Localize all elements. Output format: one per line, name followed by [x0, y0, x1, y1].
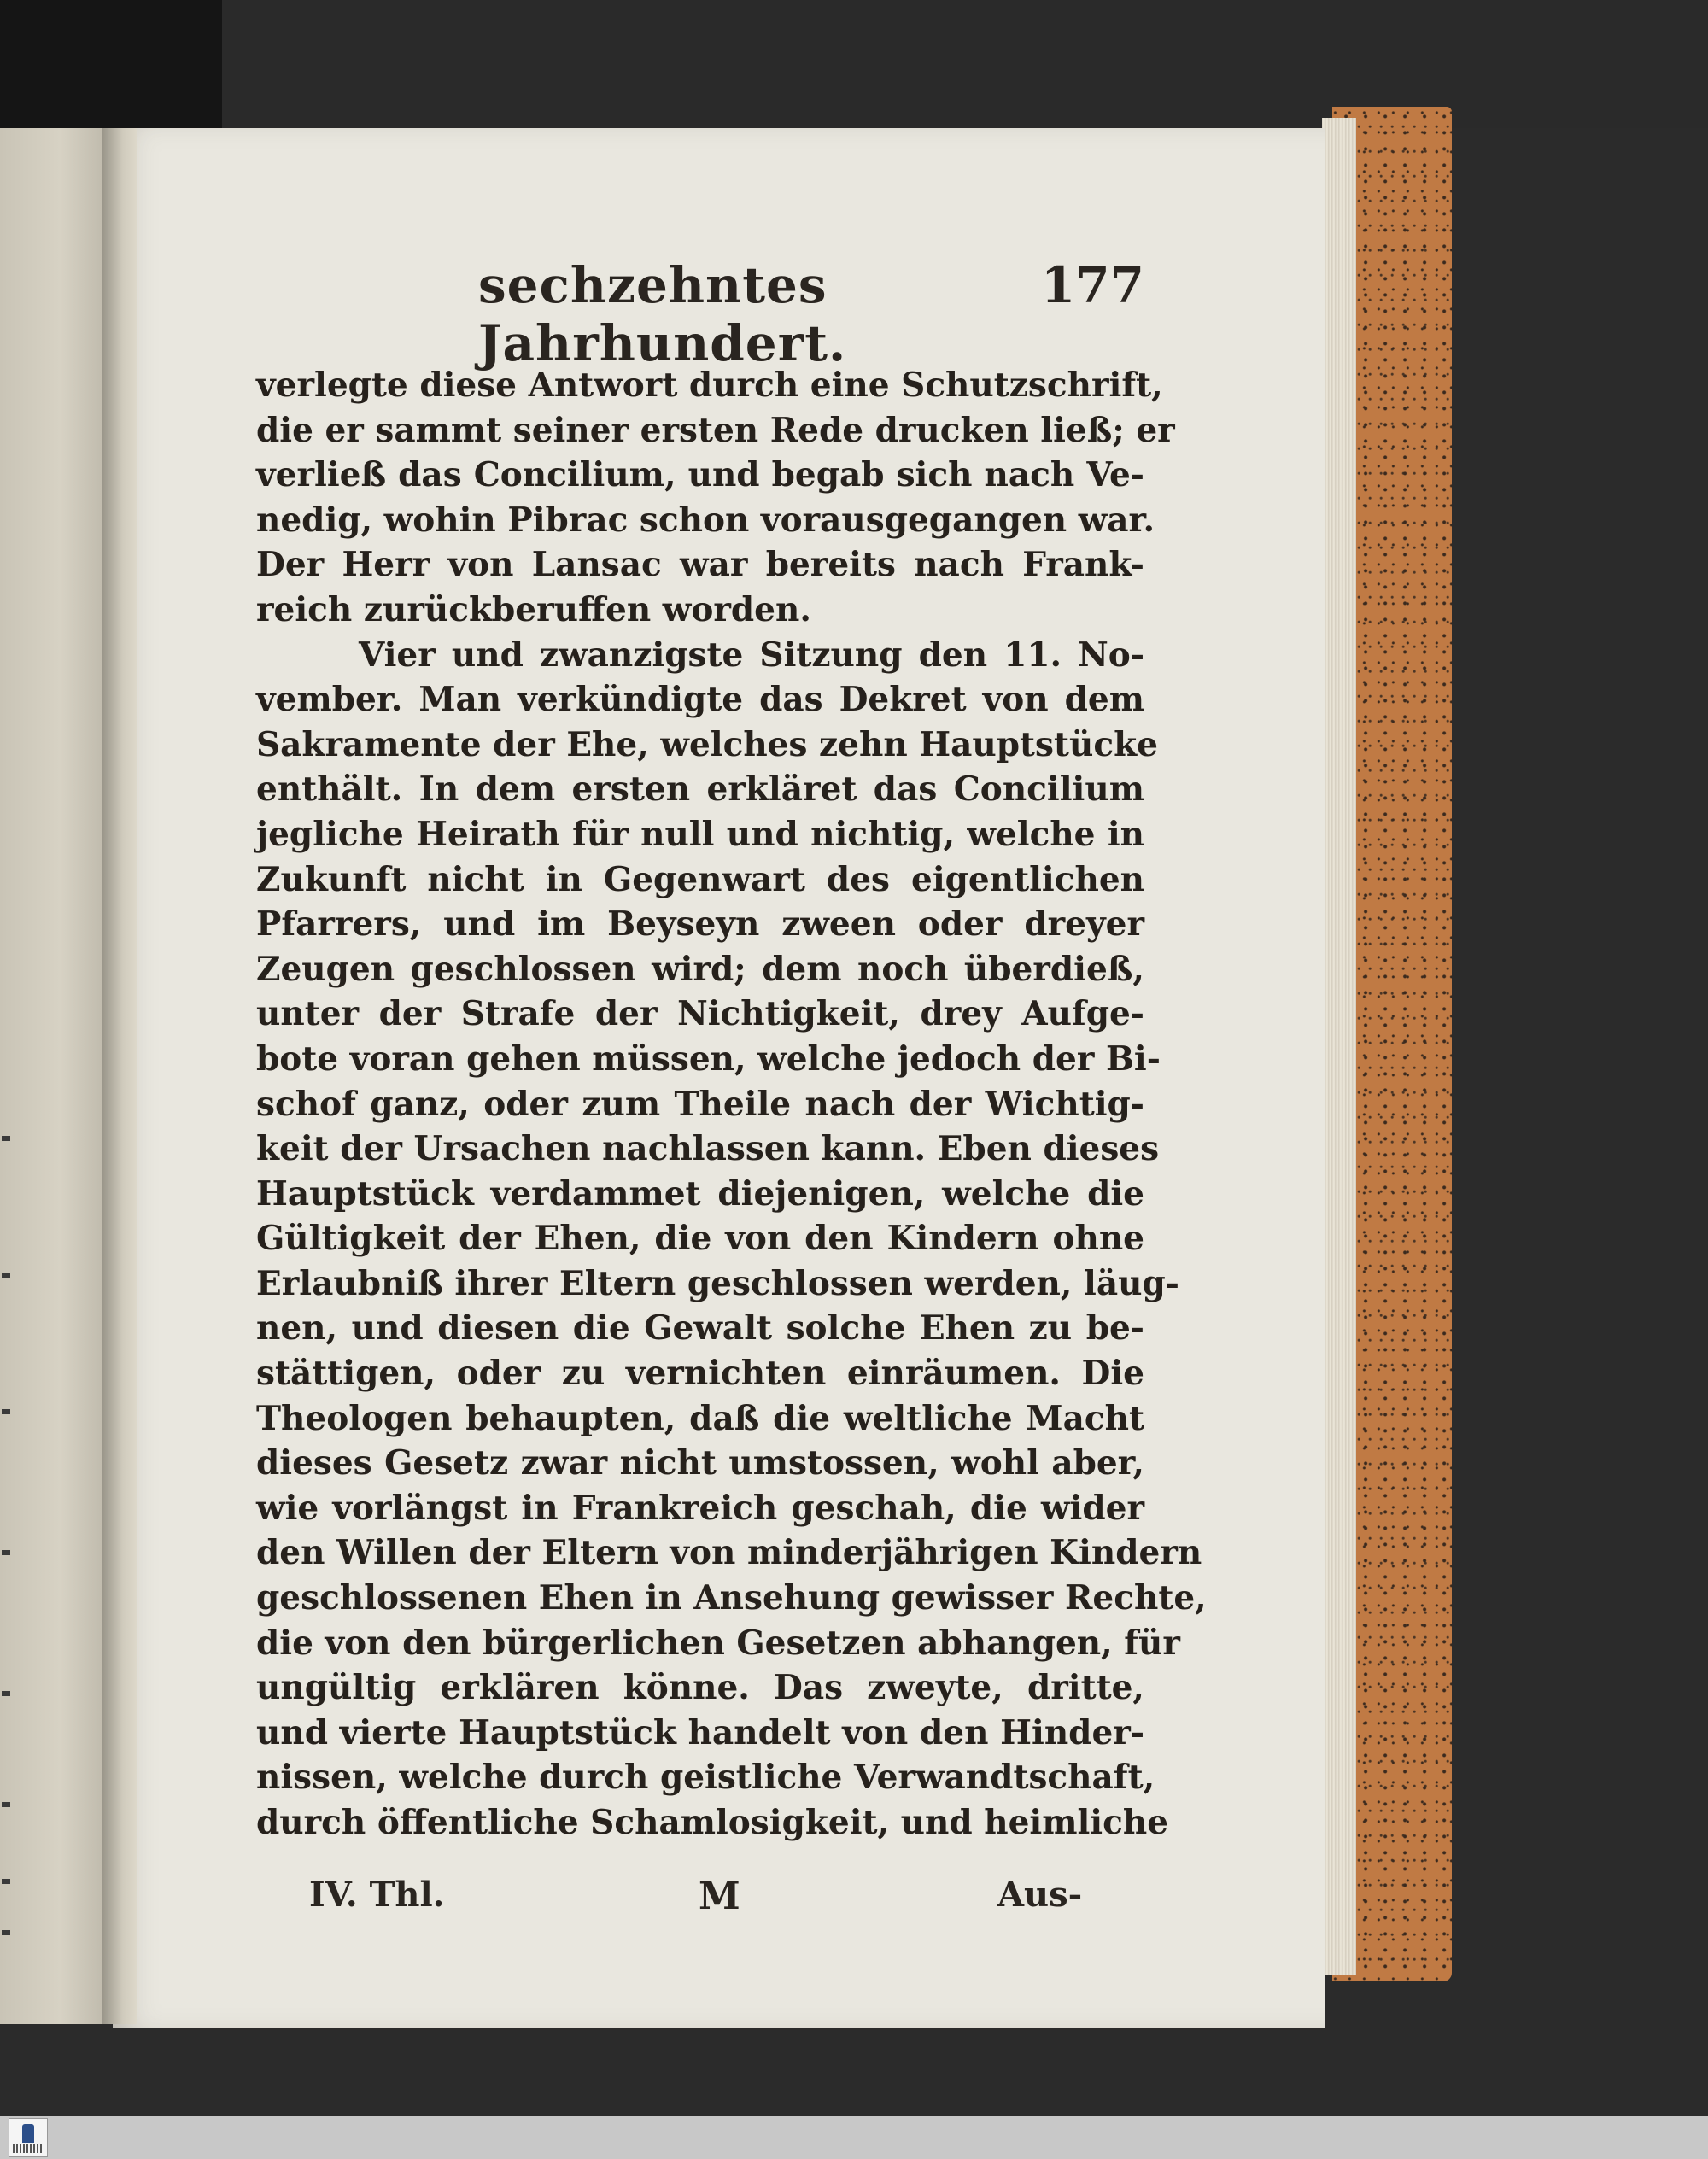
- text-line: Vier und zwanzigste Sitzung den 11. No-: [359, 635, 1144, 675]
- fore-edge: [1322, 118, 1356, 1975]
- text-line: nedig, wohin Pibrac schon vorausgegangen war.: [256, 500, 1155, 540]
- text-line: durch öffentliche Schamlosigkeit, und heimliche: [256, 1803, 1169, 1842]
- page-header: [478, 256, 1144, 372]
- text-line: Der Herr von Lansac war bereits nach Frank-: [256, 545, 1144, 585]
- text-line: keit der Ursachen nachlassen kann. Eben dieses: [256, 1129, 1160, 1169]
- text-line: schof ganz, oder zum Theile nach der Wichtig-: [256, 1084, 1144, 1124]
- text-line: geschlossenen Ehen in Ansehung gewisser Rechte,: [256, 1578, 1207, 1618]
- left-page-mark: [2, 1879, 10, 1884]
- text-line: wie vorlängst in Frankreich geschah, die wider: [256, 1488, 1144, 1528]
- left-page-mark: [2, 1136, 10, 1141]
- text-line: nen, und diesen die Gewalt solche Ehen zu be-: [256, 1308, 1144, 1349]
- text-line: den Willen der Eltern von minderjährigen Kindern: [256, 1533, 1202, 1573]
- text-line: die er sammt seiner ersten Rede drucken ließ; er: [256, 410, 1175, 450]
- logo-figure-icon: [22, 2124, 34, 2143]
- catchword: Aus-: [997, 1875, 1083, 1915]
- text-line: und vierte Hauptstück handelt von den Hinder-: [256, 1712, 1144, 1752]
- left-page-mark: [2, 1802, 10, 1807]
- text-line: dieses Gesetz zwar nicht umstossen, wohl aber,: [256, 1443, 1144, 1483]
- backdrop: [0, 0, 1708, 128]
- text-line: reich zurückberuffen worden.: [256, 589, 811, 629]
- page-number: 177: [1040, 256, 1144, 314]
- left-page-mark: [2, 1930, 10, 1935]
- left-page-mark: [2, 1550, 10, 1555]
- text-line: vember. Man verkündigte das Dekret von dem: [256, 680, 1144, 720]
- text-line: ungültig erklären könne. Das zweyte, dritte,: [256, 1668, 1144, 1708]
- text-line: enthält. In dem ersten erkläret das Concilium: [256, 769, 1144, 810]
- viewer-bottom-bar: [0, 2116, 1708, 2159]
- text-line: Pfarrers, und im Beyseyn zween oder dreyer: [256, 904, 1144, 945]
- sheet-mark: M: [699, 1875, 740, 1918]
- logo-wordmark: [13, 2144, 44, 2153]
- text-line: Zukunft nicht in Gegenwart des eigentlichen: [256, 859, 1144, 899]
- text-line: Erlaubniß ihrer Eltern geschlossen werden, läug-: [256, 1263, 1179, 1303]
- gutter: [102, 128, 137, 2024]
- text-line: Zeugen geschlossen wird; dem noch überdieß,: [256, 949, 1144, 989]
- signature-mark: IV. Thl.: [309, 1875, 445, 1915]
- left-page-mark: [2, 1409, 10, 1414]
- text-line: verließ das Concilium, und begab sich nach Ve-: [256, 455, 1144, 495]
- left-page-mark: [2, 1691, 10, 1696]
- text-line: Gültigkeit der Ehen, die von den Kindern ohne: [256, 1219, 1144, 1259]
- text-line: nissen, welche durch geistliche Verwandtschaft,: [256, 1758, 1155, 1798]
- text-line: verlegte diese Antwort durch eine Schutzschrift,: [256, 366, 1163, 405]
- text-line: Hauptstück verdammet diejenigen, welche die: [256, 1173, 1144, 1214]
- running-title: sechzehntes Jahrhundert.: [478, 256, 847, 372]
- left-page-edge: [0, 128, 109, 2024]
- left-page-mark: [2, 1273, 10, 1278]
- text-line: unter der Strafe der Nichtigkeit, drey Aufge-: [256, 994, 1144, 1034]
- backdrop-corner: [0, 0, 222, 137]
- text-line: die von den bürgerlichen Gesetzen abhangen, für: [256, 1623, 1180, 1663]
- text-line: bote voran gehen müssen, welche jedoch der Bi-: [256, 1039, 1161, 1079]
- text-line: jegliche Heirath für null und nichtig, welche in: [256, 814, 1144, 854]
- body-text: [256, 363, 1207, 1846]
- library-logo-icon: [9, 2118, 48, 2157]
- text-line: stättigen, oder zu vernichten einräumen. Die: [256, 1354, 1144, 1394]
- text-line: Theologen behaupten, daß die weltliche Macht: [256, 1398, 1144, 1438]
- text-line: Sakramente der Ehe, welches zehn Hauptstücke: [256, 724, 1158, 764]
